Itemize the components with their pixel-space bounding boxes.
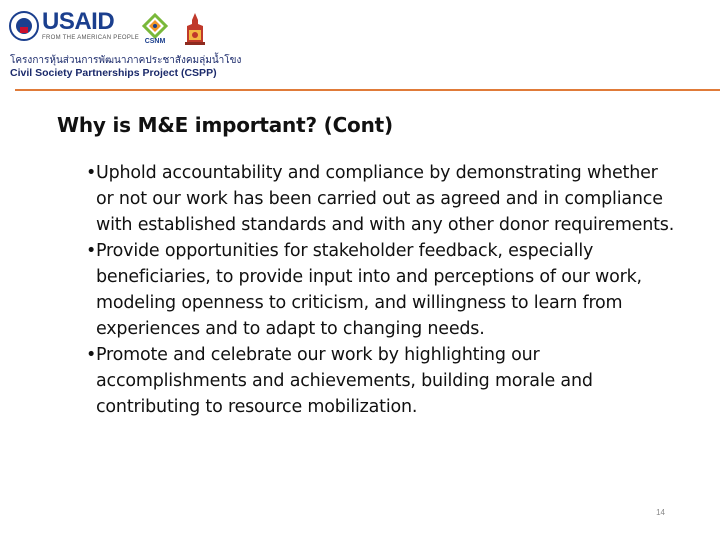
bullet-icon: • [86,345,97,365]
header-divider [15,89,720,91]
bullet-item [76,342,676,420]
crest-icon [183,12,207,46]
bullet-text: Provide opportunities for stakeholder feedback, especially beneficiaries, to provide input into and perceptions of our work, modeling openness to criticism, and willingness to learn from experiences and to adapt to changing needs. [96,241,642,339]
project-name-english: Civil Society Partnerships Project (CSPP) [10,67,217,79]
bullet-icon: • [86,241,97,261]
usaid-tagline: FROM THE AMERICAN PEOPLE [42,35,140,41]
page-number: 14 [656,508,665,517]
bullet-text: Promote and celebrate our work by highlighting our accomplishments and achievements, building morale and contributing to resource mobilization. [96,345,593,417]
csnm-label: CSNM [144,38,166,45]
usaid-seal-icon [9,11,39,41]
bullet-text: Uphold accountability and compliance by demonstrating whether or not our work has been carried out as agreed and in compliance with established standards and with any other donor requirements. [96,163,675,235]
bullet-icon: • [86,163,97,183]
project-name-thai: โครงการหุ้นส่วนการพัฒนาภาคประชาสังคมลุ่มน้ำโขง [10,55,242,66]
slide-title: Why is M&E important? (Cont) [57,113,393,137]
bullet-list [76,160,676,420]
bullet-item [76,238,676,342]
bullet-item [76,160,676,238]
usaid-wordmark: USAID [42,8,115,35]
